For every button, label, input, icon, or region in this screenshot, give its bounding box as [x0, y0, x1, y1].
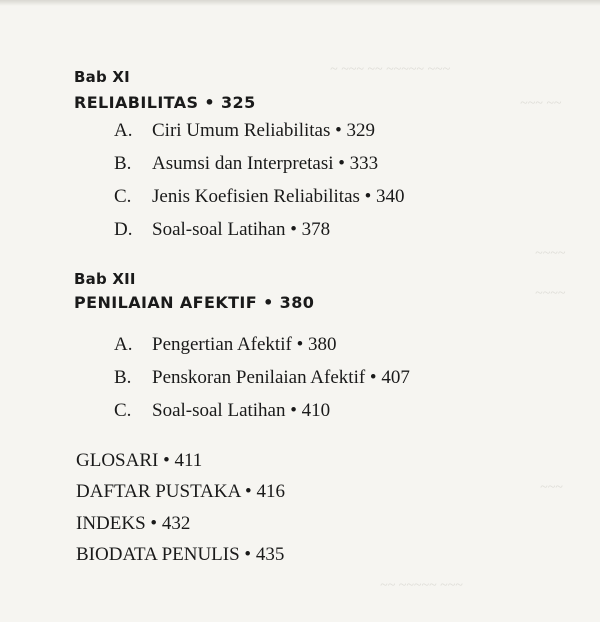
bleed-through-texture: ~~~ [540, 480, 563, 495]
bleed-through-texture: ~~~ ~~ [520, 96, 562, 111]
toc-entry [114, 219, 330, 241]
entry-text: Penskoran Penilaian Afektif • 407 [152, 367, 410, 388]
entry-text: Pengertian Afektif • 380 [152, 334, 337, 355]
entry-text: Soal-soal Latihan • 378 [152, 219, 331, 240]
chapter-title: PENILAIAN AFEKTIF • 380 [74, 293, 315, 312]
toc-entry [114, 367, 410, 389]
bleed-through-texture: ~ ~~~ ~~ ~~~~~ ~~~ [330, 62, 451, 77]
bleed-through-texture: ~~~~ [535, 286, 566, 301]
entry-letter: B. [114, 367, 132, 388]
toc-entry [114, 153, 378, 175]
chapter-label: Bab XI [74, 68, 130, 86]
page-edge-shadow [0, 0, 600, 6]
entry-letter: A. [114, 334, 133, 355]
entry-letter: D. [114, 219, 133, 240]
toc-entry [114, 400, 330, 422]
chapter-title: RELIABILITAS • 325 [74, 93, 256, 112]
toc-entry [114, 334, 336, 356]
back-matter-entry: GLOSARI • 411 [76, 450, 203, 471]
bleed-through-texture: ~~ ~~~~~ ~~~ [380, 578, 463, 593]
entry-letter: A. [114, 120, 133, 141]
bleed-through-texture: ~~~~ [535, 246, 566, 261]
back-matter-entry: DAFTAR PUSTAKA • 416 [76, 481, 285, 502]
entry-text: Soal-soal Latihan • 410 [152, 400, 331, 421]
entry-letter: C. [114, 186, 132, 207]
chapter-label: Bab XII [74, 270, 136, 288]
entry-letter: C. [114, 400, 132, 421]
toc-entry [114, 186, 405, 208]
back-matter-entry: INDEKS • 432 [76, 513, 191, 534]
entry-letter: B. [114, 153, 132, 174]
entry-text: Jenis Koefisien Reliabilitas • 340 [152, 186, 405, 207]
back-matter-entry: BIODATA PENULIS • 435 [76, 544, 285, 565]
toc-entry [114, 120, 375, 142]
entry-text: Ciri Umum Reliabilitas • 329 [152, 120, 376, 141]
entry-text: Asumsi dan Interpretasi • 333 [152, 153, 379, 174]
